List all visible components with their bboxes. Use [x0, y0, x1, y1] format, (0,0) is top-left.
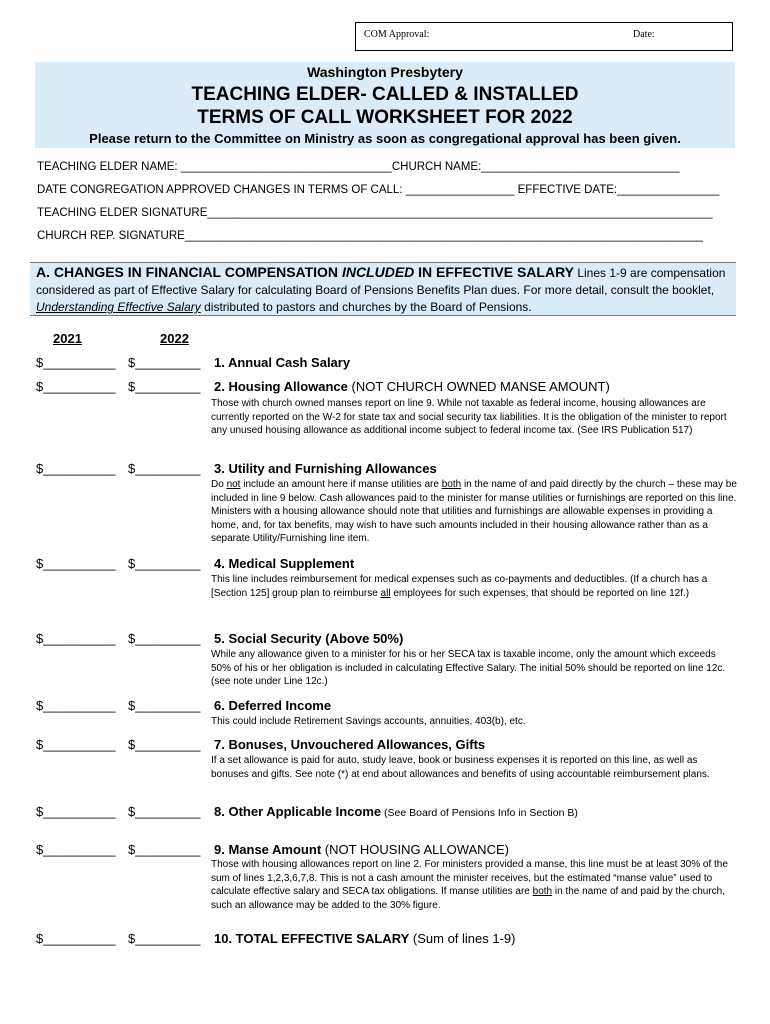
item-title: 9. Manse Amount (NOT HOUSING ALLOWANCE) [214, 842, 509, 857]
approval-effective-date-field[interactable]: DATE CONGREGATION APPROVED CHANGES IN TERMS OF CALL: _________________ EFFECTIVE DATE:________________ [37, 184, 720, 196]
amount-2021-field[interactable]: $__________ [36, 379, 116, 394]
item-title: 8. Other Applicable Income (See Board of Pensions Info in Section B) [214, 804, 578, 819]
elder-signature-field[interactable]: TEACHING ELDER SIGNATURE_______________________________________________________________________________ [37, 207, 713, 219]
item-title: 6. Deferred Income [214, 698, 332, 713]
item-description: If a set allowance is paid for auto, study leave, book or business expenses it is reported on this line, as well as bonuses and gifts. See note (*) at end about allowances and benefits of using accountable reimbursement plans. [211, 755, 710, 780]
section-a-intro [36, 264, 732, 316]
item-title: 10. TOTAL EFFECTIVE SALARY (Sum of lines 1-9) [214, 931, 516, 946]
amount-2022-field[interactable]: $_________ [128, 698, 201, 713]
amount-2022-field[interactable]: $_________ [128, 631, 201, 646]
item-description: While any allowance given to a minister for his or her SECA tax is taxable income, only the amount which exceeds 50% of his or her obligation is included in calculating Effective Salary. The initial 50% should be reported on line 12c. (see note under Line 12c.) [211, 649, 726, 687]
item-description: Those with church owned manses report on line 9. While not taxable as federal income, housing allowances are currently reported on the W-2 for state tax and social security tax liabilities. It is the obligation of the minister to report any unused housing allowance as additional income subject to federal income tax. (See IRS Publication 517) [211, 398, 727, 436]
item-title: 4. Medical Supplement [214, 556, 355, 571]
amount-2022-field[interactable]: $_________ [128, 737, 201, 752]
year-2022-header: 2022 [160, 331, 189, 346]
item-title: 3. Utility and Furnishing Allowances [214, 461, 437, 476]
com-approval-label: COM Approval: [364, 29, 430, 40]
page-title-line1: TEACHING ELDER- CALLED & INSTALLED [191, 84, 579, 105]
amount-2022-field[interactable]: $_________ [128, 842, 201, 857]
amount-2021-field[interactable]: $__________ [36, 355, 116, 370]
item-description: Do not include an amount here if manse utilities are both in the name of and paid directly by the church – these may be included in line 9 below. Cash allowances paid to the minister for manse utilities or furnishings are reported on this line. Ministers with a housing allowance should note that utilities and furnishings are allowable expenses in providing a home, and, for tax benefits, may wish to have such amounts included in their housing allowance rather than as a separate Utility/Furnishing line item. [211, 479, 737, 544]
amount-2021-field[interactable]: $__________ [36, 737, 116, 752]
item-title: 1. Annual Cash Salary [214, 355, 351, 370]
amount-2022-field[interactable]: $_________ [128, 379, 201, 394]
section-a-text: Lines 1-9 are compensation considered as part of Effective Salary for calculating Board of Pensions Benefits Plan dues. For more detail, consult the booklet, Understanding Effective Salary distributed to pastors and churches by the Board of Pensions. [36, 266, 726, 314]
page-title-line2: TERMS OF CALL WORKSHEET FOR 2022 [197, 107, 573, 128]
amount-2022-field[interactable]: $_________ [128, 804, 201, 819]
amount-2021-field[interactable]: $__________ [36, 698, 116, 713]
amount-2021-field[interactable]: $__________ [36, 804, 116, 819]
date-label: Date: [633, 29, 655, 40]
amount-2021-field[interactable]: $__________ [36, 931, 116, 946]
item-description: Those with housing allowances report on line 2. For ministers provided a manse, this line must be at least 30% of the sum of lines 1,2,3,6,7,8. This is not a cash amount the minister receives, but the estimated “manse value” used to calculate effective salary and SECA tax obligations. If manse utilities are both in the name of and paid by the church, such an allowance may be added to the 30% figure. [211, 859, 728, 911]
church-rep-signature-field[interactable]: CHURCH REP. SIGNATURE_________________________________________________________________________________ [37, 230, 703, 242]
elder-church-name-field[interactable]: TEACHING ELDER NAME: _________________________________CHURCH NAME:_______________________________ [37, 161, 680, 173]
section-a-heading: A. CHANGES IN FINANCIAL COMPENSATION INCLUDED IN EFFECTIVE SALARY [36, 264, 574, 280]
item-description: This could include Retirement Savings accounts, annuities, 403(b), etc. [211, 716, 526, 727]
amount-2022-field[interactable]: $_________ [128, 461, 201, 476]
return-instruction: Please return to the Committee on Ministry as soon as congregational approval has been given. [89, 131, 681, 146]
com-approval-box [355, 22, 733, 51]
presbytery-name: Washington Presbytery [307, 64, 463, 80]
item-title: 7. Bonuses, Unvouchered Allowances, Gifts [214, 737, 486, 752]
item-description: This line includes reimbursement for medical expenses such as co-payments and deductibles. (If a church has a [Section 125] group plan to reimburse all employees for such expenses, that should be reported on line 12f.) [211, 574, 708, 599]
amount-2021-field[interactable]: $__________ [36, 631, 116, 646]
year-2021-header: 2021 [53, 331, 82, 346]
item-title: 5. Social Security (Above 50%) [214, 631, 404, 646]
item-title: 2. Housing Allowance (NOT CHURCH OWNED MANSE AMOUNT) [214, 379, 610, 394]
amount-2022-field[interactable]: $_________ [128, 931, 201, 946]
amount-2021-field[interactable]: $__________ [36, 556, 116, 571]
amount-2021-field[interactable]: $__________ [36, 461, 116, 476]
amount-2021-field[interactable]: $__________ [36, 842, 116, 857]
amount-2022-field[interactable]: $_________ [128, 355, 201, 370]
amount-2022-field[interactable]: $_________ [128, 556, 201, 571]
